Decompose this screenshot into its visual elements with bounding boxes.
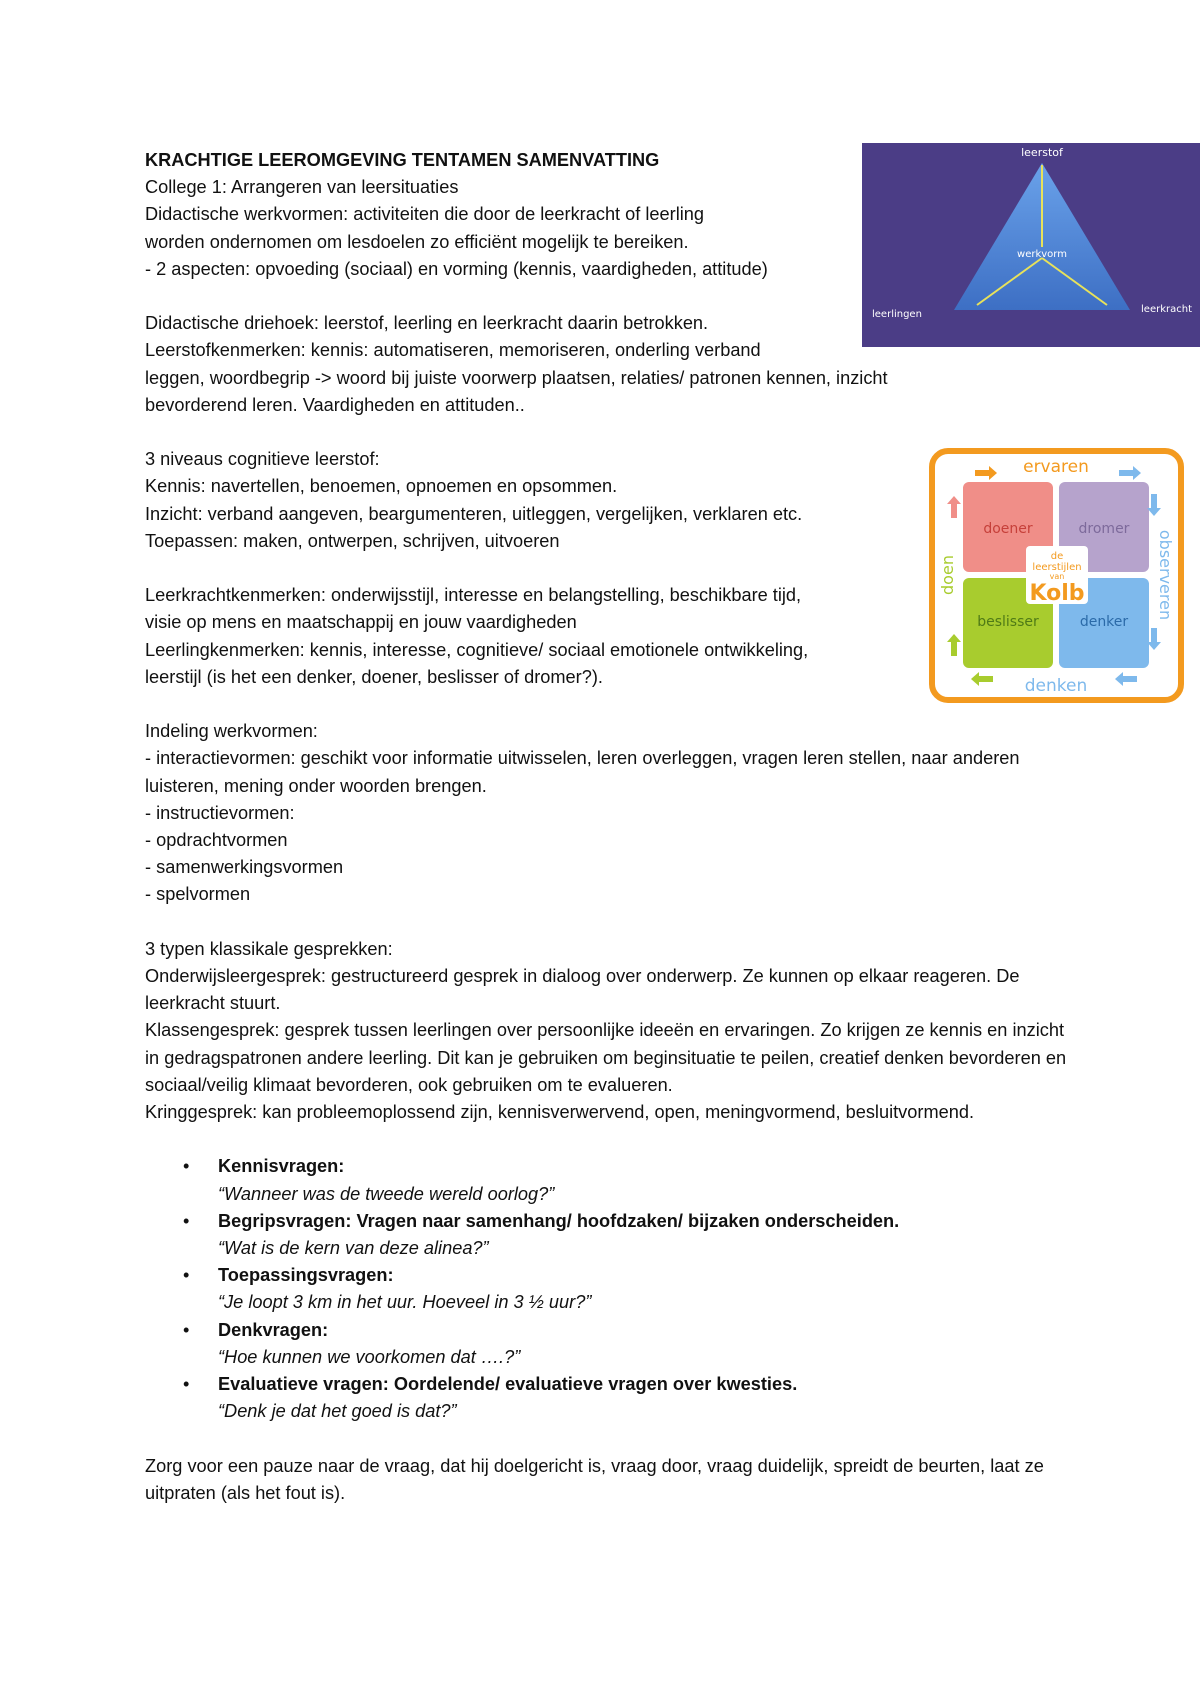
indeling-item: - instructievormen: — [145, 802, 295, 823]
werkvormen-definition-line-1: Didactische werkvormen: activiteiten die door de leerkracht of leerling — [145, 204, 705, 225]
leerstof-line-3: bevorderend leren. Vaardigheden en attituden.. — [145, 394, 525, 415]
kolb-learning-styles-image — [929, 448, 1184, 703]
niveau-kennis: Kennis: navertellen, benoemen, opnoemen en opsommen. — [145, 476, 618, 497]
leerstof-line-1: Leerstofkenmerken: kennis: automatiseren, memoriseren, onderling verband — [145, 340, 761, 361]
werkvormen-definition-line-2: worden ondernomen om lesdoelen zo efficiënt mogelijk te bereiken. — [145, 231, 689, 252]
vraag-label: Denkvragen: — [218, 1319, 329, 1340]
document-title: KRACHTIGE LEEROMGEVING TENTAMEN SAMENVATTING — [145, 150, 660, 170]
list-item — [145, 1371, 1075, 1425]
college-heading: College 1: Arrangeren van leersituaties — [145, 177, 459, 198]
leerkracht-line-1: Leerkrachtkenmerken: onderwijsstijl, interesse en belangstelling, beschikbare tijd, — [145, 585, 802, 606]
kolb-quadrant-dromer-label: dromer — [1078, 521, 1130, 537]
gesprek-kring: Kringgesprek: kan probleemoplossend zijn, kennisverwervend, open, meningvormend, besluitvormend. — [145, 1102, 974, 1123]
bullet-icon: • — [183, 1265, 190, 1286]
leerling-line-2: leerstijl (is het een denker, doener, beslisser of dromer?). — [145, 666, 603, 687]
list-item — [145, 1317, 1075, 1371]
kolb-center-leerstijlen: leerstijlen — [1032, 562, 1082, 573]
triangle-label-left: leerlingen — [872, 309, 922, 320]
leerkracht-line-2: visie op mens en maatschappij en jouw vaardigheden — [145, 612, 577, 633]
vragen-list — [145, 1153, 1075, 1425]
vraag-example: “Hoe kunnen we voorkomen dat ….?” — [218, 1346, 521, 1367]
gesprek-klassen: Klassengesprek: gesprek tussen leerlingen over persoonlijke ideeën en ervaringen. Zo krijgen ze kennis en inzicht in gedragspatronen andere leerling. Dit kan je gebruiken om beginsituatie te peilen, creatief denken bevorderen en sociaal/veilig klimaat bevorderen, ook gebruiken om te evalueren. — [145, 1020, 1067, 1095]
vraag-example: “Wat is de kern van deze alinea?” — [218, 1238, 489, 1259]
kolb-label-top: ervaren — [1023, 457, 1089, 477]
gesprek-onderwijsleer: Onderwijsleergesprek: gestructureerd gesprek in dialoog over onderwerp. Ze kunnen op elkaar reageren. De leerkracht stuurt. — [145, 966, 1020, 1014]
leerstof-line-2: leggen, woordbegrip -> woord bij juiste voorwerp plaatsen, relaties/ patronen kennen, inzicht — [145, 367, 888, 388]
list-item — [145, 1153, 1075, 1207]
indeling-item: - interactievormen: geschikt voor informatie uitwisselen, leren overleggen, vragen leren stellen, naar anderen luisteren, mening onder woorden brengen. — [145, 748, 1020, 796]
kolb-quadrant-denker-label: denker — [1079, 614, 1129, 630]
vraag-label: Evaluatieve vragen: Oordelende/ evaluatieve vragen over kwesties. — [218, 1374, 798, 1395]
indeling-heading: Indeling werkvormen: — [145, 721, 318, 742]
kolb-center-de: de — [1050, 551, 1064, 562]
niveaus-heading: 3 niveaus cognitieve leerstof: — [145, 449, 380, 470]
document-body — [145, 147, 1075, 1507]
list-item — [145, 1262, 1075, 1316]
bullet-icon: • — [183, 1210, 190, 1231]
gesprekken-heading: 3 typen klassikale gesprekken: — [145, 938, 393, 959]
triangle-label-top: leerstof — [1021, 146, 1063, 159]
driehoek-line: Didactische driehoek: leerstof, leerling en leerkracht daarin betrokken. — [145, 313, 709, 334]
niveau-inzicht: Inzicht: verband aangeven, beargumenteren, uitleggen, vergelijken, verklaren etc. — [145, 503, 803, 524]
vraag-example: “Je loopt 3 km in het uur. Hoeveel in 3 ½ uur?” — [218, 1292, 592, 1313]
triangle-label-center: werkvorm — [1017, 249, 1067, 260]
aspecten-line: - 2 aspecten: opvoeding (sociaal) en vorming (kennis, vaardigheden, attitude) — [145, 258, 768, 279]
vraag-example: “Wanneer was de tweede wereld oorlog?” — [218, 1183, 555, 1204]
vraag-example: “Denk je dat het goed is dat?” — [218, 1401, 457, 1422]
didactic-triangle-image — [862, 143, 1200, 347]
kolb-center-van: van — [1049, 572, 1065, 581]
vraag-label: Toepassingsvragen: — [218, 1265, 394, 1286]
kolb-label-left: doen — [938, 555, 957, 595]
kolb-label-bottom: denken — [1024, 676, 1088, 696]
vraag-label: Begripsvragen: Vragen naar samenhang/ hoofdzaken/ bijzaken onderscheiden. — [218, 1210, 900, 1231]
bullet-icon: • — [183, 1156, 190, 1177]
niveau-toepassen: Toepassen: maken, ontwerpen, schrijven, uitvoeren — [145, 530, 560, 551]
indeling-item: - samenwerkingsvormen — [145, 857, 344, 878]
indeling-item: - spelvormen — [145, 884, 251, 905]
slot-paragraph: Zorg voor een pauze naar de vraag, dat hij doelgericht is, vraag door, vraag duidelijk, spreidt de beurten, laat ze uitpraten (als het fout is). — [145, 1455, 1044, 1503]
bullet-icon: • — [183, 1374, 190, 1395]
bullet-icon: • — [183, 1319, 190, 1340]
kolb-center-name: Kolb — [1029, 581, 1085, 606]
kolb-label-right: observeren — [1156, 529, 1175, 621]
indeling-item: - opdrachtvormen — [145, 830, 288, 851]
triangle-label-right: leerkracht — [1141, 304, 1192, 315]
vraag-label: Kennisvragen: — [218, 1156, 345, 1177]
kolb-quadrant-beslisser-label: beslisser — [977, 614, 1039, 630]
kolb-quadrant-doener-label: doener — [983, 521, 1033, 537]
list-item — [145, 1208, 1075, 1262]
leerling-line-1: Leerlingkenmerken: kennis, interesse, cognitieve/ sociaal emotionele ontwikkeling, — [145, 639, 809, 660]
